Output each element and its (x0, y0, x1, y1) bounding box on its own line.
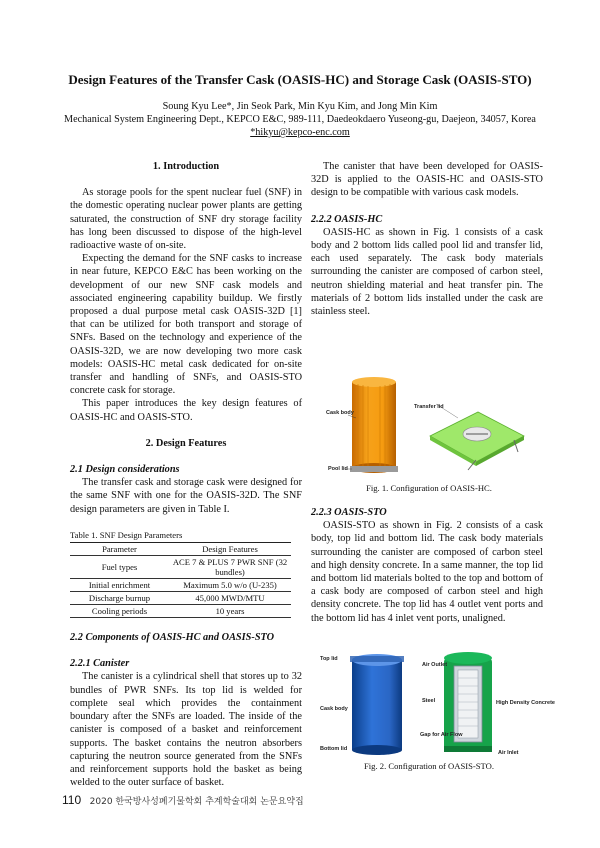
design-considerations-text: The transfer cask and storage cask were designed for the same SNF with one for the OASIS-32D. The SNF design parameters are given in Table I. (70, 477, 302, 515)
fig2-label-top-lid: Top lid (320, 656, 338, 662)
left-column (70, 160, 302, 789)
intro-paragraph-1: As storage pools for the spent nuclear fuel (SNF) in the domestic operating nuclear power plants are getting saturated, the construction of SNF dry storage facility has long been discussed to dispose of the high-level radioactive waste of on-site. (70, 187, 302, 252)
author-names: Soung Kyu Lee*, Jin Seok Park, Min Kyu Kim, and Jong Min Kim (162, 101, 438, 112)
page-number: 110 (62, 793, 82, 807)
oasis-hc-illustration (318, 374, 540, 482)
oasis-sto-text: OASIS-STO as shown in Fig. 2 consists of a cask body, top lid and bottom lid. The cask body materials surrounding the canister are composed of carbon steel and high density concrete. In a same manner, the top lid and bottom lid materials bolted to the top and bottom of a cask body are composed of carbon steel and high density concrete. The top lid has 4 outlet vent ports and the bottom lid has 4 inlet vent ports, unaligned. (311, 520, 543, 624)
canister-text: The canister is a cylindrical shell that stores up to 32 bundles of PWR SNFs. Its top lid is welded for complete seal which provides the containment boundary after the SNFs are loaded. The inside of the canister is composed of a basket and reinforcement supports. The basket contains the neutron absorbers capturing the neutron source generated from the SNFs and reinforcement supports hold the basket as being welded to the outer surface of basket. (70, 671, 302, 789)
table-header-row (70, 543, 291, 556)
table-row (70, 579, 291, 592)
fig2-label-air-inlet: Air Inlet (498, 750, 519, 756)
table-cell: 10 years (215, 606, 245, 617)
page-footer (62, 793, 304, 807)
table-header-cell: Parameter (102, 544, 137, 555)
figure-oasis-hc (318, 374, 540, 482)
oasis-sto-illustration (316, 646, 555, 758)
subsection-heading-oasis-sto: 2.2.3 OASIS-STO (311, 507, 387, 518)
figure-1-caption: Fig. 1. Configuration of OASIS-HC. (366, 483, 492, 493)
section-heading-design-features: 2. Design Features (145, 437, 227, 449)
subsection-heading-oasis-hc: 2.2.2 OASIS-HC (311, 213, 383, 225)
subsection-heading-components: 2.2 Components of OASIS-HC and OASIS-STO (70, 632, 275, 644)
table-cell: 45,000 MWD/MTU (195, 593, 265, 604)
right-column (311, 160, 543, 318)
fig1-label-pool-lid: Pool lid (328, 466, 348, 472)
section-heading-introduction: 1. Introduction (152, 161, 220, 172)
intro-paragraph-3: This paper introduces the key design features of OASIS-HC and OASIS-STO. (70, 398, 302, 423)
affiliation: Mechanical System Engineering Dept., KEPCO E&C, 989-111, Daedeokdaero Yuseong-gu, Daejeon, 34057, Korea (64, 114, 536, 125)
subsection-heading-design-considerations: 2.1 Design considerations (70, 464, 180, 476)
table-cell: Fuel types (101, 562, 138, 573)
fig1-label-cask-body: Cask body (326, 410, 354, 416)
canister-text-2: The canister that have been developed for OASIS-32D is applied to the OASIS-HC and OASIS-STO design to be compatible with various cask models. (311, 161, 543, 199)
fig2-label-cask-body: Cask body (320, 706, 348, 712)
table-cell: Cooling periods (91, 606, 148, 617)
author-block (60, 100, 540, 139)
table-cell: Discharge burnup (88, 593, 151, 604)
table-row (70, 605, 291, 618)
fig2-label-bottom-lid: Bottom lid (320, 746, 348, 752)
intro-paragraph-2: Expecting the demand for the SNF casks to increase in near future, KEPCO E&C has been working on the development of our new SNF cask models and associated engineering capability buildup. We firstly proposed a dual purpose metal cask OASIS-32D [1] that can be utilized for both transport and storage of SNFs. Based on the technology and experience of the OASIS-32D, we are now developing two more cask models: OASIS-HC metal cask dedicated for on-site transfer and handling of SNFs, and OASIS-STO concrete cask for storage. (70, 253, 302, 397)
snf-parameters-table (70, 542, 291, 618)
storage-cask-body-shape (352, 660, 402, 750)
table-cell: Initial enrichment (88, 580, 151, 591)
table-cell: ACE 7 & PLUS 7 PWR SNF (32 bundles) (172, 557, 288, 578)
conference-name: 2020 한국방사성폐기물학회 추계학술대회 논문요약집 (89, 797, 304, 807)
table-row (70, 556, 291, 579)
fig2-label-steel: Steel (422, 698, 436, 704)
fig2-label-air-outlet: Air Outlet (422, 662, 448, 668)
email-link[interactable]: *hikyu@kepco-enc.com (250, 127, 350, 138)
table-caption: Table 1. SNF Design Parameters (70, 529, 183, 540)
figure-oasis-sto (316, 646, 555, 758)
right-column-lower (311, 506, 543, 625)
table-header-cell: Design Features (202, 544, 258, 555)
fig1-label-transfer-lid: Transfer lid (414, 404, 444, 410)
subsection-heading-canister: 2.2.1 Canister (70, 658, 130, 670)
cask-body-shape (352, 382, 396, 468)
table-row (70, 592, 291, 605)
oasis-hc-text: OASIS-HC as shown in Fig. 1 consists of a cask body and 2 bottom lids called pool lid and transfer lid, each used separately. The cask body materials surrounding the canister are composed of carbon steel, neutron shielding material and heat transfer pin. The materials of 2 bottom lids installed under the cask are stainless steel. (311, 226, 543, 318)
fig2-label-high-density-concrete: High Density Concrete (496, 700, 555, 706)
table-cell: Maximum 5.0 w/o (U-235) (183, 580, 277, 591)
figure-2-caption: Fig. 2. Configuration of OASIS-STO. (364, 761, 494, 771)
paper-title: Design Features of the Transfer Cask (OASIS-HC) and Storage Cask (OASIS-STO) (68, 72, 532, 87)
fig2-label-gap-air-flow: Gap for Air Flow (420, 732, 463, 738)
